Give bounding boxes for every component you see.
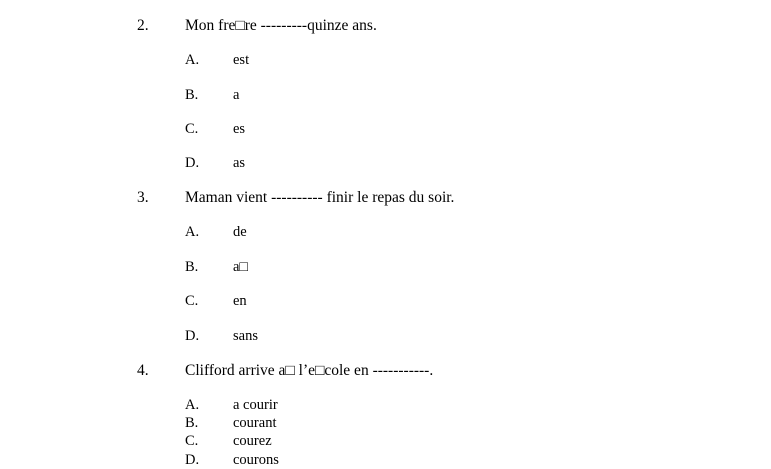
- option-letter: B.: [185, 415, 199, 431]
- option-letter: A.: [185, 397, 200, 413]
- question-number: 2.: [137, 17, 149, 34]
- option-text: courant: [233, 415, 277, 431]
- option-text: es: [233, 121, 246, 137]
- option-text: de: [233, 224, 247, 240]
- option-text: courez: [233, 433, 272, 449]
- option-letter: D.: [185, 328, 200, 344]
- option-text: en: [233, 293, 247, 309]
- option-letter: B.: [185, 87, 199, 103]
- option-text: est: [233, 52, 250, 68]
- option-text: a□: [233, 259, 249, 275]
- option-letter: D.: [185, 452, 200, 468]
- option-text: a courir: [233, 397, 278, 413]
- option-letter: C.: [185, 433, 199, 449]
- option-text: sans: [233, 328, 258, 344]
- question-text: Clifford arrive a□ l’e□cole en -----------.: [185, 362, 434, 379]
- option-text: a: [233, 87, 240, 103]
- option-letter: B.: [185, 259, 199, 275]
- option-letter: A.: [185, 52, 200, 68]
- question-text: Mon fre□re ---------quinze ans.: [185, 17, 377, 34]
- option-letter: D.: [185, 155, 200, 171]
- option-letter: C.: [185, 293, 199, 309]
- option-text: as: [233, 155, 246, 171]
- option-text: courons: [233, 452, 279, 468]
- question-text: Maman vient ---------- finir le repas du soir.: [185, 189, 455, 206]
- question-number: 4.: [137, 362, 149, 379]
- option-letter: A.: [185, 224, 200, 240]
- question-number: 3.: [137, 189, 149, 206]
- option-letter: C.: [185, 121, 199, 137]
